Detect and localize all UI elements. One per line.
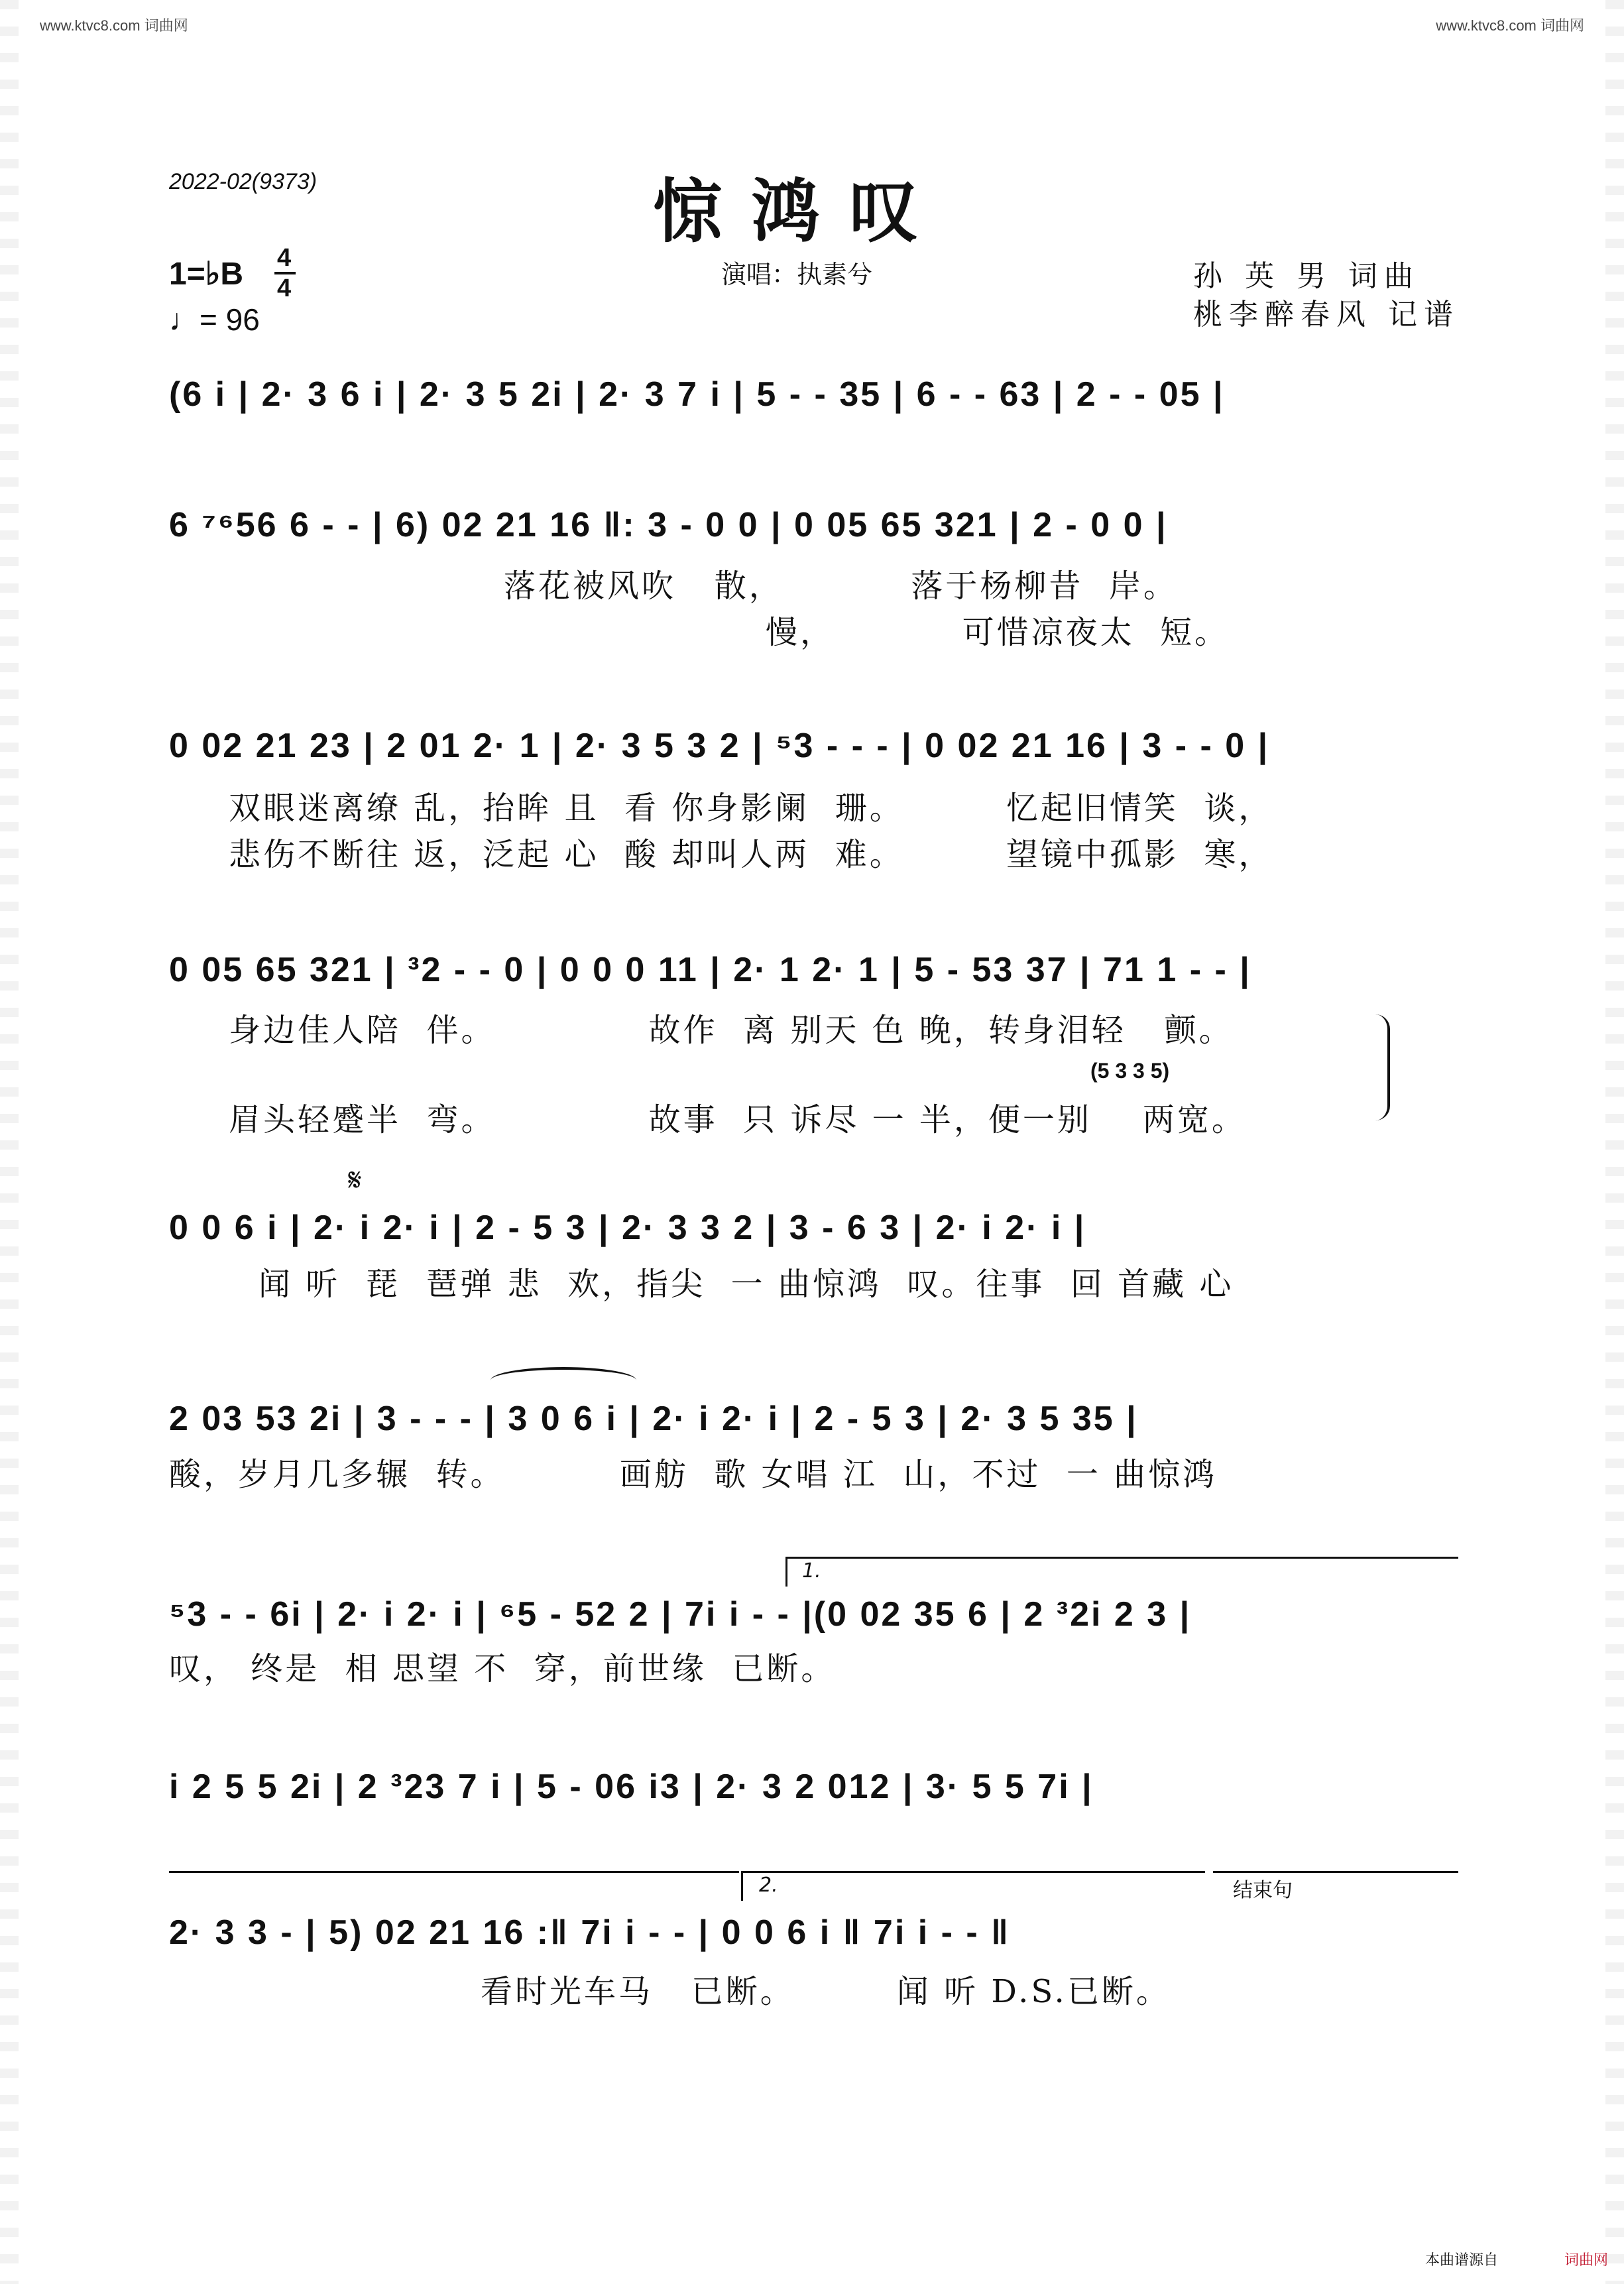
composer-credit: 孙 英 男 词曲 [1193, 259, 1420, 293]
lyric-row-4-verse-1: 身边佳人陪 伴。 故作 离 别天 色 晚，转身泪轻 颤。 [229, 1012, 1234, 1049]
lyric-row-3-verse-2: 悲伤不断往 返，泛起 心 酸 却叫人两 难。 望镜中孤影 寒， [229, 836, 1273, 873]
right-watermark-strip [1605, 0, 1624, 2284]
volta-1-bracket [785, 1557, 1458, 1559]
lyric-row-2-verse-2: 慢， 可惜凉夜太 短。 [766, 614, 1230, 651]
score-code: 2022-02(9373) [169, 169, 318, 194]
time-signature-bottom: 4 [277, 274, 292, 302]
lyric-row-6: 酸，岁月几多辗 转。 画舫 歌 女唱 江 山，不过 一 曲惊鸿 [169, 1456, 1218, 1493]
ending-bracket [1213, 1871, 1458, 1873]
notation-row-3: 0 02 21 23 | 2 01 2· 1 | 2· 3 5 3 2 | ⁵3 - - - | 0 02 21 16 | 3 - - 0 | [169, 727, 1270, 765]
notation-row-4: 0 05 65 321 | ³2 - - 0 | 0 0 0 11 | 2· 1 2· 1 | 5 - 53 37 | 71 1 - - | [169, 951, 1251, 989]
lyric-row-2-verse-1: 落花被风吹 散， 落于杨柳昔 岸。 [504, 568, 1178, 605]
footer-site: 词曲网 [1564, 2252, 1609, 2269]
lyric-row-5: 闻 听 琵 琶弹 悲 欢，指尖 一 曲惊鸿 叹。往事 回 首藏 心 [259, 1266, 1234, 1303]
header-site-right: www.ktvc8.com 词曲网 [1436, 17, 1584, 34]
ending-label: 结束句 [1233, 1879, 1293, 1902]
notation-row-2: 6 ⁷⁶56 6 - - | 6) 02 21 16 ‖: 3 - 0 0 | 0 05 65 321 | 2 - 0 0 | [169, 506, 1168, 544]
notation-row-1: (6 i | 2· 3 6 i | 2· 3 5 2i | 2· 3 7 i | 5 - - 35 | 6 - - 63 | 2 - - 05 | [169, 375, 1225, 414]
tie-arc-row-6 [491, 1367, 636, 1394]
footer-source: 本曲谱源自 [1425, 2252, 1499, 2269]
left-watermark-strip [0, 0, 19, 2284]
header-site-left: www.ktvc8.com 词曲网 [40, 17, 188, 34]
page-title: 惊鸿叹 [653, 170, 948, 252]
singer-credit: 演唱：执素兮 [721, 260, 873, 289]
lyric-row-9: 看时光车马 已断。 闻 听 D.S.已断。 [481, 1973, 1171, 2010]
lyric-row-7: 叹， 终是 相 思望 不 穿，前世缘 已断。 [169, 1650, 836, 1687]
lyric-row-3-verse-1: 双眼迷离缭 乱，抬眸 且 看 你身影阑 珊。 忆起旧情笑 谈， [229, 790, 1273, 827]
transcriber-credit: 桃李醉春风 记谱 [1193, 298, 1460, 331]
notation-row-8: i 2 5 5 2i | 2 ³23 7 i | 5 - 06 i3 | 2· 3 2 012 | 3· 5 5 7i | [169, 1768, 1094, 1806]
volta-2-bracket [741, 1871, 1205, 1873]
notation-row-5: 0 0 6 i | 2· i 2· i | 2 - 5 3 | 2· 3 3 2 | 3 - 6 3 | 2· i 2· i | [169, 1209, 1086, 1247]
volta-1-label: 1. [802, 1559, 821, 1583]
notation-row-6: 2 03 53 2i | 3 - - - | 3 0 6 i | 2· i 2· i | 2 - 5 3 | 2· 3 5 35 | [169, 1400, 1138, 1438]
volta-1-bracket-edge [785, 1557, 787, 1587]
volta-2-bracket-edge [741, 1871, 743, 1901]
lyric-row-4-verse-2: 眉头轻蹙半 弯。 故事 只 诉尽 一 半，便一别 两宽。 [229, 1101, 1246, 1138]
segno-icon: 𝄋 [348, 1162, 362, 1199]
notation-row-9: 2· 3 3 - | 5) 02 21 16 :‖ 7i i - - | 0 0 6 i ‖ 7i i - - ‖ [169, 1913, 1011, 1952]
key-signature: 1=♭B [169, 257, 244, 292]
time-signature-top: 4 [277, 244, 292, 272]
volta-2-label: 2. [759, 1874, 778, 1897]
volta-1-continuation [169, 1871, 739, 1873]
tempo-mark: ♩= 96 [169, 302, 260, 337]
verse-brace [1375, 1014, 1390, 1120]
notation-row-7: ⁵3 - - 6i | 2· i 2· i | ⁶5 - 52 2 | 7i i - - |(0 02 35 6 | 2 ³2i 2 3 | [169, 1595, 1192, 1634]
alternate-notes-paren: (5 3 3 5) [1090, 1059, 1170, 1083]
